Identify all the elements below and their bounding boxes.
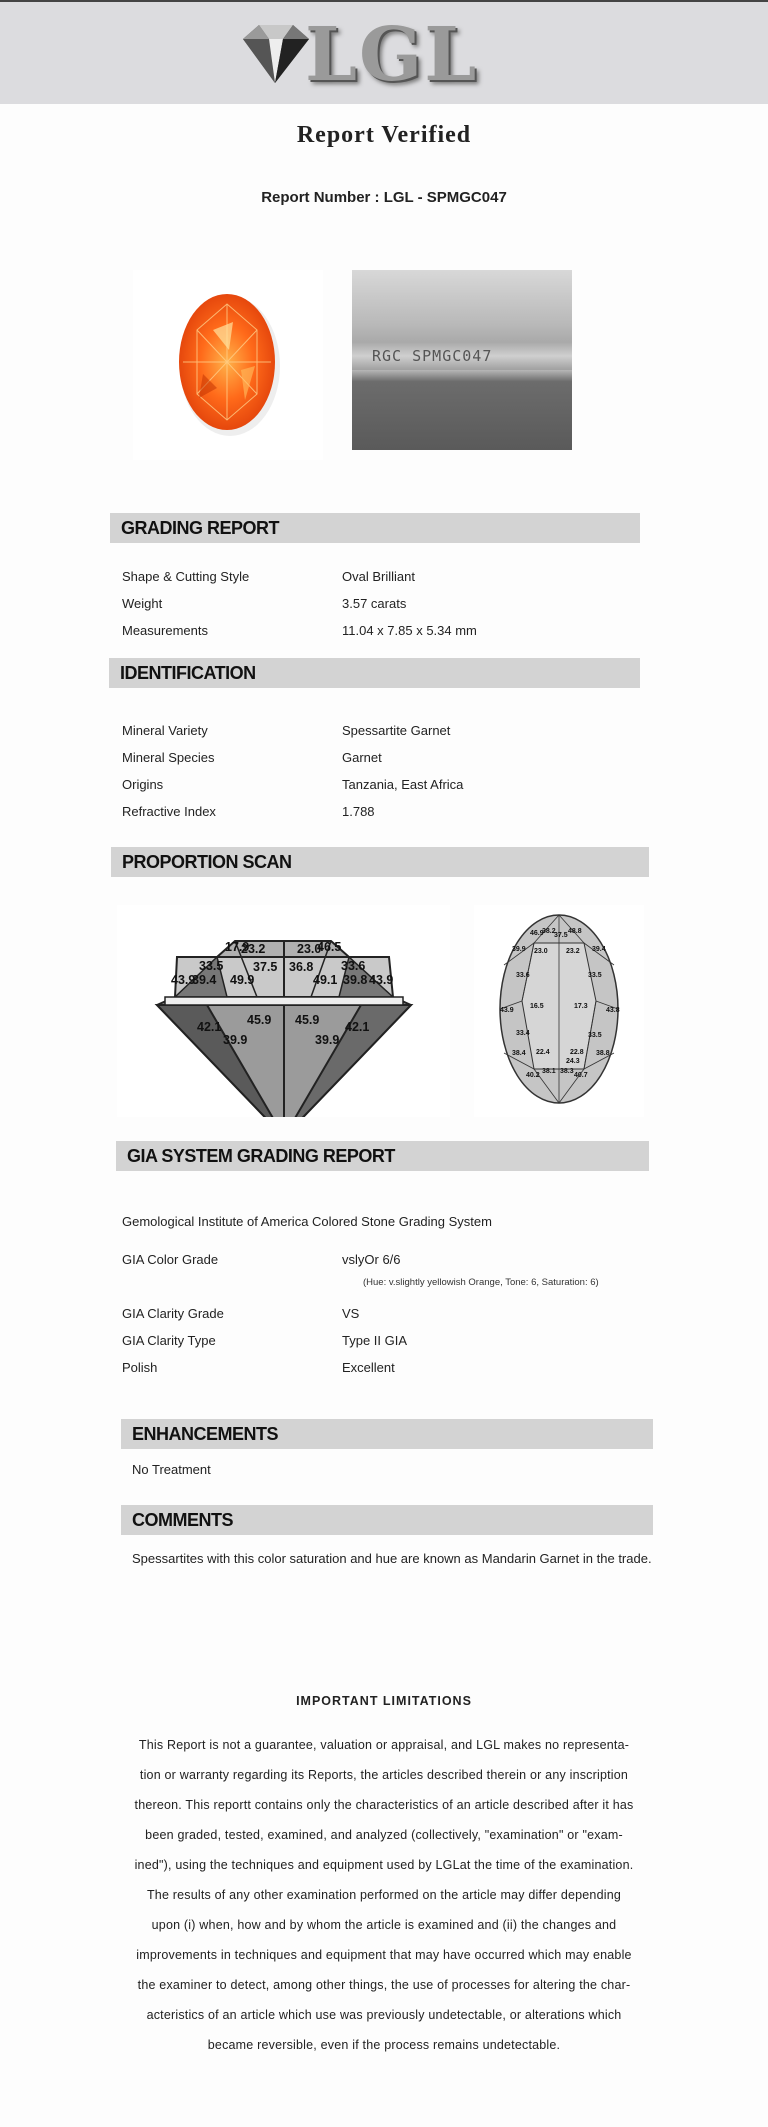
proportion-label: 49.1 [313,973,338,987]
lgl-logo[interactable] [235,12,490,98]
proportion-label: 39.9 [315,1033,340,1047]
logo-text: LGL [305,12,479,98]
gia-color-note: (Hue: v.slightly yellowish Orange, Tone: 6, Saturation: 6) [363,1277,599,1288]
proportion-label: 37.5 [554,932,568,939]
mineral-variety-label: Mineral Variety [122,723,208,738]
gia-clarity-grade-value: VS [342,1306,360,1321]
diamond-icon [235,21,315,87]
limitations-line: the examiner to detect, among other things, the use of processes for altering the char- [137,1978,631,1992]
proportion-scan-heading: PROPORTION SCAN [111,847,649,877]
inscription-photo [352,270,572,450]
proportion-label: 48.8 [568,928,582,935]
polish-value: Excellent [342,1360,395,1375]
proportion-label: 39.8 [343,973,368,987]
proportion-label: 40.7 [574,1072,588,1079]
refractive-index-label: Refractive Index [122,804,216,819]
gia-clarity-grade-label: GIA Clarity Grade [122,1306,224,1321]
proportion-label: 45.9 [295,1013,320,1027]
weight-value: 3.57 carats [342,596,407,611]
limitations-line: The results of any other examination performed on the article may differ depending [146,1888,622,1902]
gia-system-text: Gemological Institute of America Colored Stone Grading System [122,1214,492,1229]
enhancements-text: No Treatment [132,1462,211,1477]
gia-heading: GIA SYSTEM GRADING REPORT [116,1141,649,1171]
limitations-line: acteristics of an article which use was previously undetectable, or alterations which [146,2008,622,2022]
comments-heading: COMMENTS [121,1505,653,1535]
proportion-label: 23.2 [566,948,580,955]
proportion-label: 46.9 [530,930,544,937]
gem-photo [133,270,323,460]
polish-label: Polish [122,1360,158,1375]
page-title: Report Verified [296,122,472,148]
proportion-label: 38.8 [596,1050,610,1057]
grading-report-heading: GRADING REPORT [110,513,640,543]
limitations-line: tion or warranty regarding its Reports, the articles described therein or any inscription [139,1768,629,1782]
top-view-diagram [474,905,644,1117]
gia-clarity-type-value: Type II GIA [342,1333,408,1348]
limitations-line: ined"), using the techniques and equipment used by LGLat the time of the examination. [134,1858,634,1872]
proportion-label: 39.4 [592,946,606,953]
proportion-label: 38.2 [542,928,556,935]
proportion-label: 39.4 [192,973,217,987]
proportion-label: 43.9 [369,973,394,987]
proportion-label: 33.6 [516,972,530,979]
proportion-label: 17.3 [574,1003,588,1010]
measurements-value: 11.04 x 7.85 x 5.34 mm [342,623,477,638]
limitations-line: upon (i) when, how and by whom the article is examined and (ii) the changes and [151,1918,617,1932]
proportion-label: 38.1 [542,1068,556,1075]
proportion-label: 45.9 [247,1013,272,1027]
limitations-heading: IMPORTANT LIMITATIONS [296,1694,472,1708]
proportion-label: 43.9 [500,1007,514,1014]
proportion-label: 33.6 [341,959,366,973]
proportion-label: 42.1 [197,1020,222,1034]
proportion-label: 17.9 [225,940,250,954]
inscription-text: RGC SPMGC047 [372,347,493,365]
proportion-label: 38.3 [560,1068,574,1075]
limitations-line: became reversible, even if the process remains undetectable. [207,2038,561,2052]
origins-label: Origins [122,777,164,792]
proportion-label: 43.9 [171,973,196,987]
proportion-label: 38.4 [512,1050,526,1057]
report-number: Report Number : LGL - SPMGC047 [261,189,507,206]
header-banner [0,0,768,104]
proportion-label: 33.5 [588,972,602,979]
gia-clarity-type-label: GIA Clarity Type [122,1333,216,1348]
enhancements-heading: ENHANCEMENTS [121,1419,653,1449]
proportion-label: 33.4 [516,1030,530,1037]
shape-label: Shape & Cutting Style [122,569,250,584]
comments-text: Spessartites with this color saturation and hue are known as Mandarin Garnet in the trade. [132,1551,652,1566]
proportion-label: 37.5 [253,960,278,974]
proportion-label: 23.0 [297,942,322,956]
measurements-label: Measurements [122,623,208,638]
proportion-label: 46.5 [317,940,342,954]
proportion-label: 40.2 [526,1072,540,1079]
gia-color-label: GIA Color Grade [122,1252,219,1267]
mineral-variety-value: Spessartite Garnet [342,723,451,738]
limitations-line: thereon. This reportt contains only the characteristics of an article described after it has [134,1798,634,1812]
weight-label: Weight [122,596,163,611]
limitations-line: improvements in techniques and equipment that may have occurred which may enable [136,1948,632,1962]
limitations-line: This Report is not a guarantee, valuation or appraisal, and LGL makes no representa- [138,1738,630,1752]
proportion-label: 24.3 [566,1058,580,1065]
proportion-label: 36.8 [289,960,314,974]
proportion-label: 43.8 [606,1007,620,1014]
proportion-label: 33.5 [199,959,224,973]
proportion-label: 22.8 [570,1049,584,1056]
proportion-label: 42.1 [345,1020,370,1034]
proportion-label: 16.5 [530,1003,544,1010]
proportion-label: 23.0 [534,948,548,955]
origins-value: Tanzania, East Africa [342,777,464,792]
shape-value: Oval Brilliant [342,569,415,584]
proportion-label: 39.9 [223,1033,248,1047]
side-profile-diagram [117,905,450,1117]
gia-color-value: vslyOr 6/6 [342,1252,401,1267]
proportion-label: 49.9 [230,973,255,987]
proportion-label: 33.5 [588,1032,602,1039]
proportion-label: 39.9 [512,946,526,953]
proportion-label: 23.2 [241,942,266,956]
identification-heading: IDENTIFICATION [109,658,640,688]
limitations-line: been graded, tested, examined, and analyzed (collectively, "examination" or "exam- [145,1828,623,1842]
limitations-text [118,1730,650,2060]
mineral-species-label: Mineral Species [122,750,215,765]
refractive-index-value: 1.788 [342,804,375,819]
mineral-species-value: Garnet [342,750,382,765]
proportion-label: 22.4 [536,1049,550,1056]
